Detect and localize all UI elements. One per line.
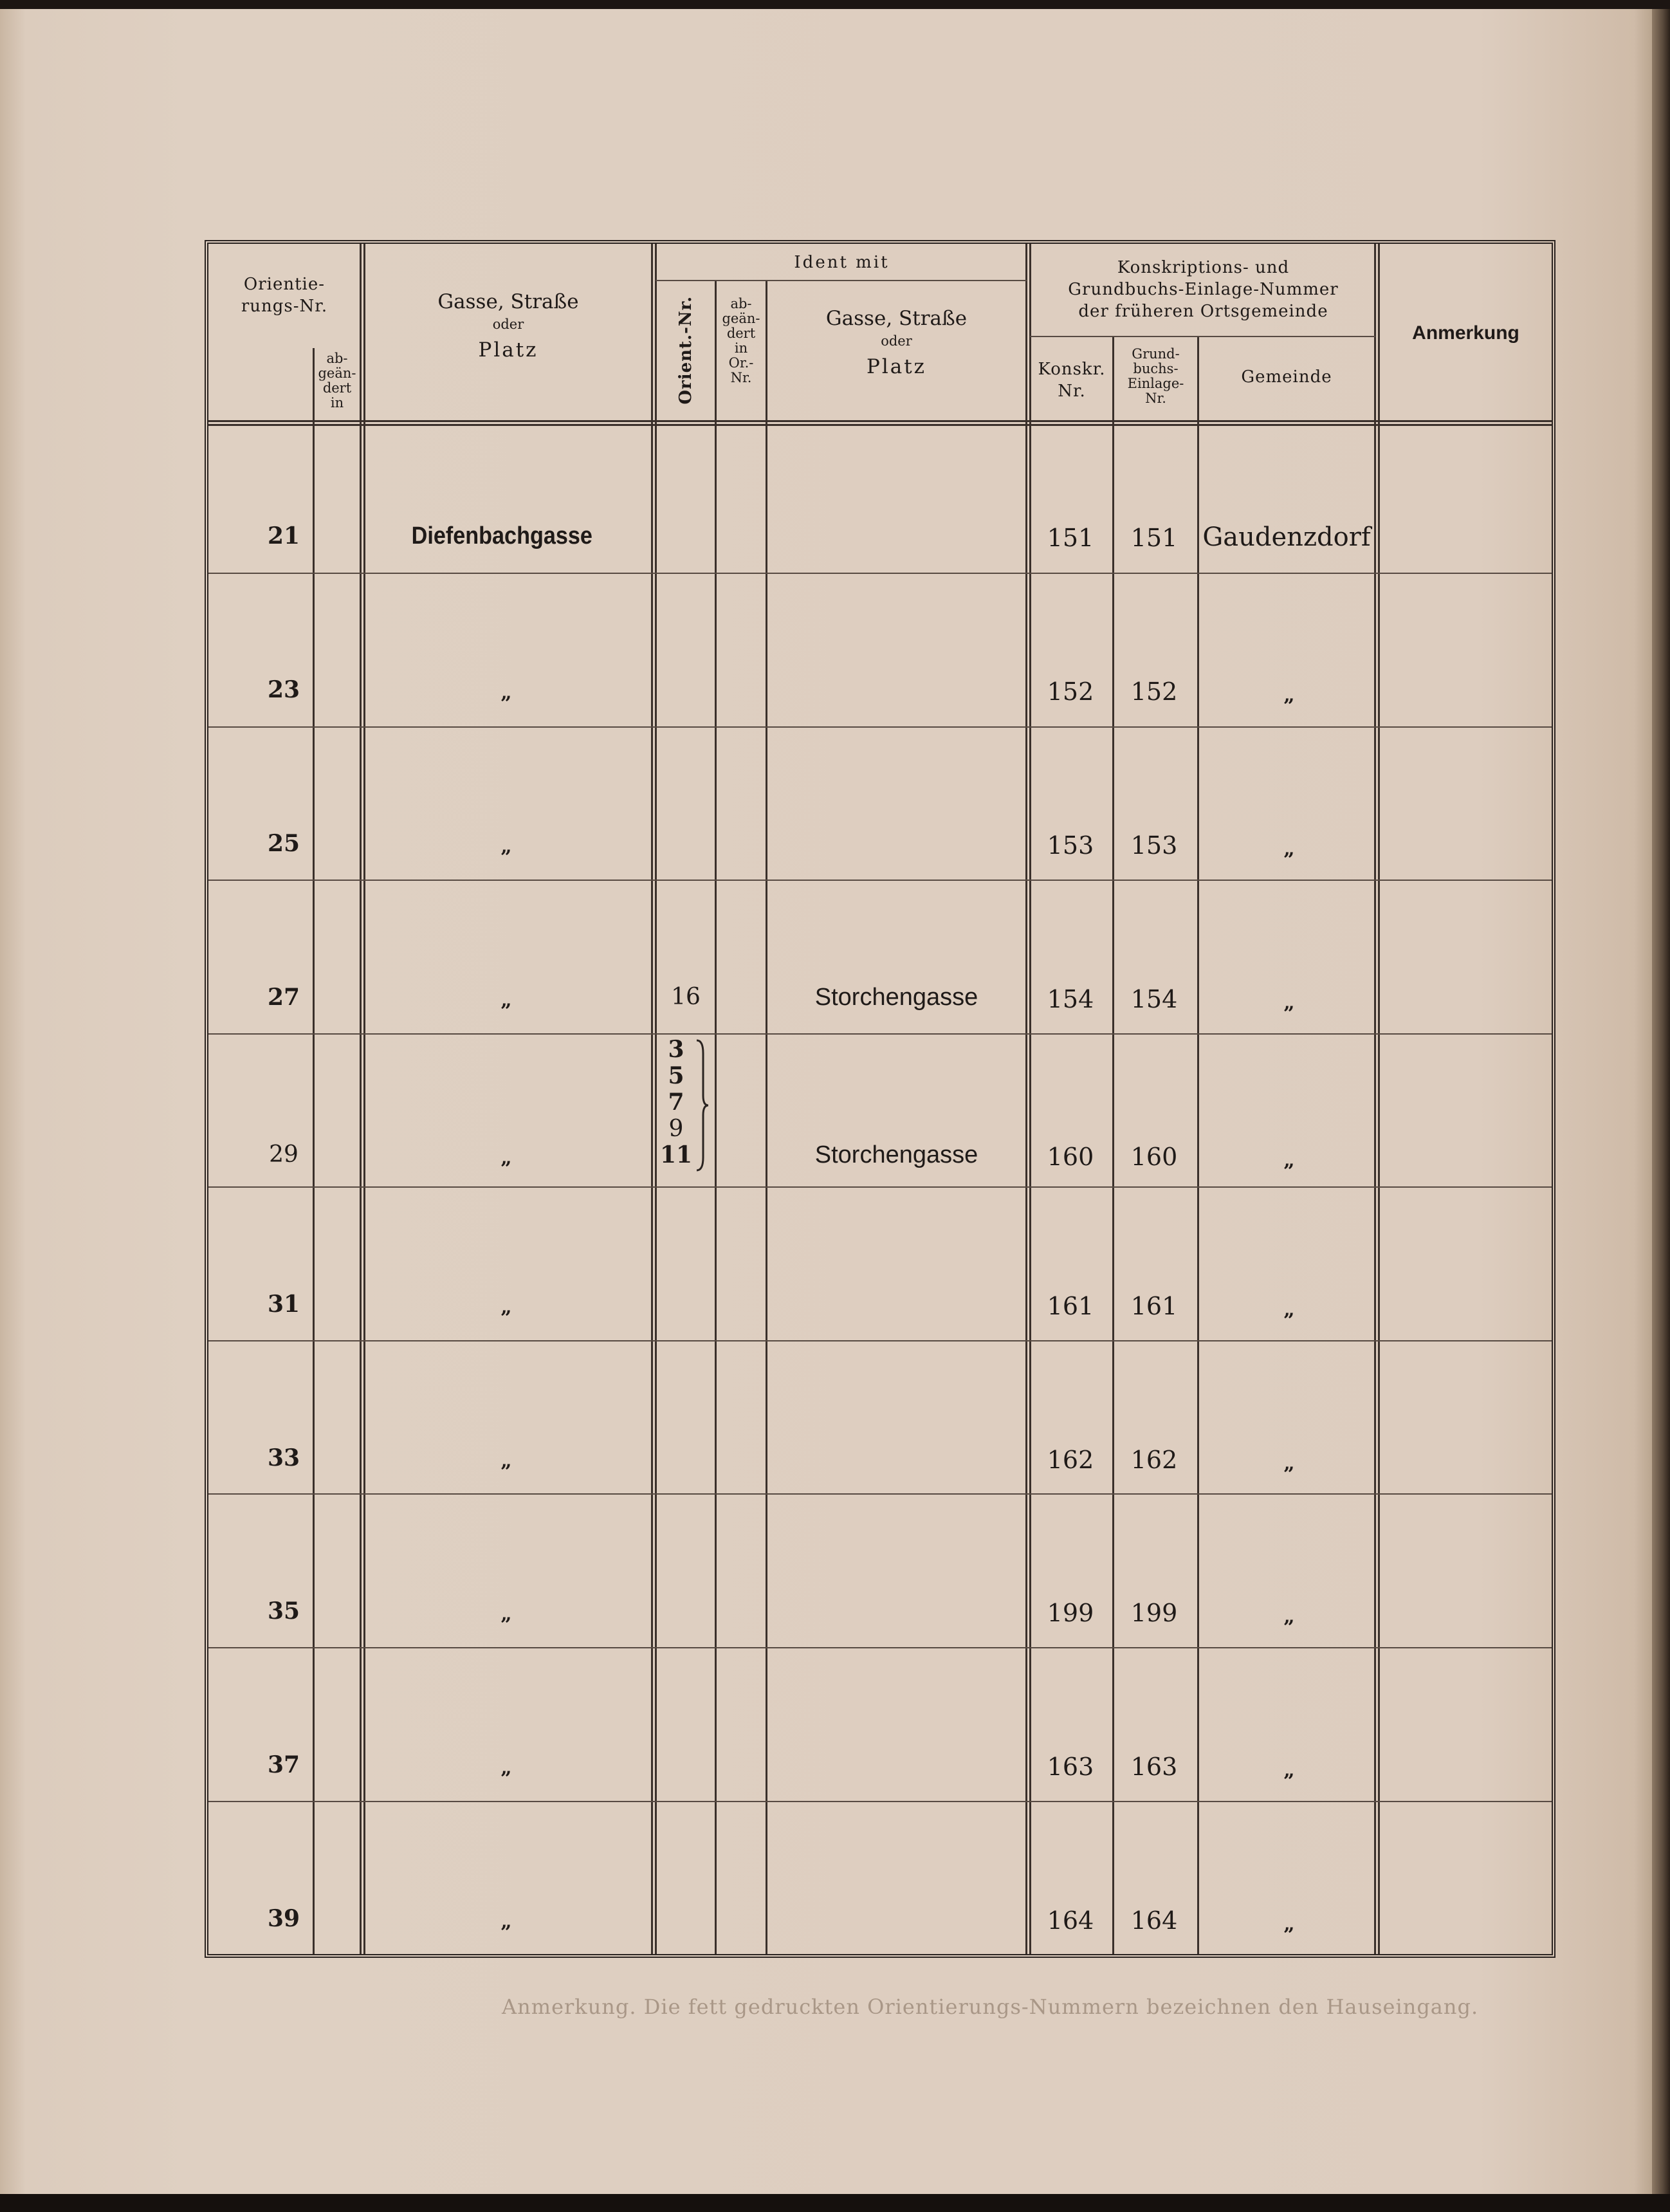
register-table (205, 240, 1555, 1958)
row-rule (208, 1033, 1552, 1035)
row-rule (208, 880, 1552, 881)
header-ident-changed: ab- geän- dert in Or.- Nr. (722, 296, 760, 385)
grundbuch-number: 153 (1130, 831, 1178, 860)
row-rule (208, 1493, 1552, 1495)
header-rule (1030, 336, 1375, 337)
header-rule (656, 280, 1027, 281)
orientation-number: 27 (267, 984, 300, 1011)
bleed-through-caption: Anmerkung. Die fett gedruckten Orientierungs-Nummern bezeichnen den Hauseingang. (502, 1995, 1479, 2019)
header-orientation: Orientie- rungs-Nr. (241, 275, 328, 316)
ditto-mark: „ (1283, 684, 1295, 706)
orientation-number: 37 (267, 1751, 300, 1778)
header-konskr: Konskr. Nr. (1038, 360, 1106, 401)
ditto-mark: „ (1283, 1759, 1295, 1782)
header-ident-orient: Orient.-Nr. (676, 295, 695, 405)
konskr-number: 164 (1047, 1906, 1094, 1935)
ident-orientation-number: 16 (671, 984, 701, 1010)
header-ident-group: Ident mit (794, 253, 890, 272)
orientation-number: 25 (267, 830, 300, 857)
grundbuch-number: 199 (1130, 1599, 1178, 1627)
orientation-number: 33 (267, 1444, 300, 1471)
ditto-mark: „ (1283, 1149, 1295, 1172)
konskr-number: 151 (1047, 524, 1094, 552)
grundbuch-number: 154 (1130, 985, 1178, 1013)
ditto-mark: „ (500, 681, 512, 704)
row-rule (208, 726, 1552, 728)
orientation-number: 35 (267, 1598, 300, 1625)
col-divider (1112, 336, 1114, 1954)
grundbuch-number: 162 (1130, 1446, 1178, 1474)
ditto-mark: „ (500, 835, 512, 858)
ditto-mark: „ (1283, 1298, 1295, 1321)
page-edge (1652, 0, 1670, 2212)
konskr-number: 162 (1047, 1446, 1094, 1474)
col-divider (766, 280, 767, 1954)
col-divider (715, 280, 717, 1954)
ditto-mark: „ (500, 1910, 512, 1933)
ident-orientation-list: 3 5 7 9 11 (659, 1036, 693, 1168)
ditto-mark: „ (500, 1296, 512, 1318)
header-street: Gasse, Straße oder Platz (437, 290, 579, 362)
col-divider (1025, 244, 1031, 1954)
row-rule (208, 1340, 1552, 1341)
ditto-mark: „ (500, 1756, 512, 1779)
ditto-mark: „ (500, 1450, 512, 1472)
header-ident-street: Gasse, Straße oder Platz (825, 307, 968, 378)
ditto-mark: „ (500, 989, 512, 1011)
scan-border-bottom (0, 2194, 1670, 2212)
grundbuch-number: 151 (1130, 524, 1178, 552)
ditto-mark: „ (500, 1603, 512, 1625)
ditto-mark: „ (1283, 1452, 1295, 1475)
konskr-number: 161 (1047, 1292, 1094, 1320)
row-rule (208, 573, 1552, 574)
konskr-number: 153 (1047, 831, 1094, 860)
orientation-number: 31 (267, 1291, 300, 1318)
konskr-number: 152 (1047, 677, 1094, 706)
street-name: Diefenbachgasse (411, 522, 592, 549)
header-bottom-rule (208, 420, 1552, 426)
row-rule (208, 1801, 1552, 1802)
header-grundbuch: Grund- buchs- Einlage- Nr. (1127, 346, 1184, 406)
curly-brace (694, 1039, 711, 1172)
ditto-mark: „ (1283, 991, 1295, 1014)
orientation-number: 29 (269, 1141, 298, 1168)
konskr-number: 199 (1047, 1599, 1094, 1627)
grundbuch-number: 163 (1130, 1753, 1178, 1781)
grundbuch-number: 152 (1130, 677, 1178, 706)
konskr-number: 160 (1047, 1143, 1094, 1171)
ditto-mark: „ (1283, 838, 1295, 860)
scan-border-top (0, 0, 1670, 9)
ditto-mark: „ (1283, 1913, 1295, 1935)
row-rule (208, 1186, 1552, 1188)
konskr-number: 163 (1047, 1753, 1094, 1781)
header-orientation-changed: ab- geän- dert in (318, 351, 356, 410)
header-anmerkung: Anmerkung (1412, 322, 1519, 344)
orientation-number: 21 (267, 522, 300, 549)
grundbuch-number: 161 (1130, 1292, 1178, 1320)
col-divider (1374, 244, 1380, 1954)
col-divider (651, 244, 657, 1954)
grundbuch-number: 160 (1130, 1143, 1178, 1171)
orientation-number: 23 (267, 676, 300, 703)
header-konskription-group: Konskriptions- und Grundbuchs-Einlage-Nummer der früheren Ortsgemeinde (1068, 258, 1339, 321)
ditto-mark: „ (1283, 1605, 1295, 1628)
gemeinde-name: Gaudenzdorf (1202, 522, 1371, 552)
ident-street-name: Storchengasse (814, 984, 978, 1011)
ditto-mark: „ (500, 1147, 512, 1169)
col-divider (360, 244, 365, 1954)
ident-street-name: Storchengasse (814, 1141, 978, 1168)
header-gemeinde: Gemeinde (1241, 367, 1332, 387)
row-rule (208, 1647, 1552, 1648)
grundbuch-number: 164 (1130, 1906, 1178, 1935)
konskr-number: 154 (1047, 985, 1094, 1013)
col-divider (1197, 336, 1199, 1954)
orientation-number: 39 (267, 1905, 300, 1932)
